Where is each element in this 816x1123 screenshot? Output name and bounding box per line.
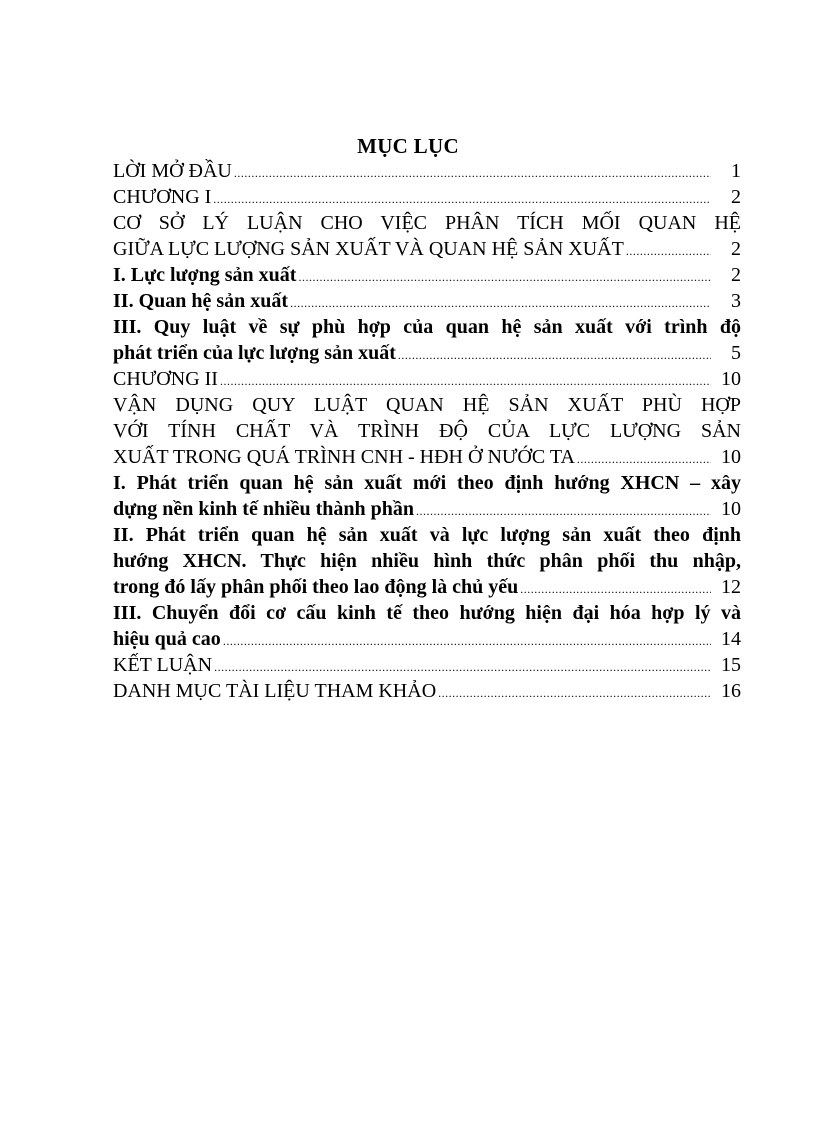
toc-title: MỤC LỤC (357, 134, 459, 158)
toc-page-number: 5 (731, 342, 741, 364)
toc-page-number: 10 (721, 498, 741, 520)
dot-leader (223, 628, 711, 654)
toc-entry-text: XUẤT TRONG QUÁ TRÌNH CNH - HĐH Ở NƯỚC TA (113, 446, 575, 468)
toc-entry-text: VỚI TÍNH CHẤT VÀ TRÌNH ĐỘ CỦA LỰC LƯỢNG SẢN (113, 420, 741, 442)
dot-leader (213, 186, 711, 212)
toc-entry (113, 210, 741, 262)
toc-page-number: 3 (731, 290, 741, 312)
dot-leader (234, 160, 711, 186)
toc-entry-text: KẾT LUẬN (113, 654, 213, 676)
toc-entry-text: trong đó lấy phân phối theo lao động là chủ yếu (113, 576, 519, 598)
dot-leader (577, 446, 711, 472)
dot-leader (416, 498, 711, 524)
toc-entry (113, 600, 741, 652)
dot-leader (520, 576, 711, 602)
toc-entry (113, 652, 741, 678)
toc-page-number: 2 (731, 186, 741, 208)
toc-page-number: 12 (721, 576, 741, 598)
toc-entry-text: III. Chuyển đổi cơ cấu kinh tế theo hướng hiện đại hóa hợp lý và (113, 602, 741, 624)
toc-entry (113, 262, 741, 288)
toc-entry-text: CHƯƠNG I (113, 186, 212, 208)
toc-entry (113, 158, 741, 184)
toc-entry-text: I. Phát triển quan hệ sản xuất mới theo định hướng XHCN – xây (113, 472, 741, 494)
toc-entry-text: VẬN DỤNG QUY LUẬT QUAN HỆ SẢN XUẤT PHÙ HỢP (113, 394, 741, 416)
toc-page-number: 10 (721, 368, 741, 390)
toc-entry-text: hiệu quả cao (113, 628, 221, 650)
toc-page-number: 10 (721, 446, 741, 468)
toc-entry-text: phát triển của lực lượng sản xuất (113, 342, 396, 364)
toc-entry (113, 392, 741, 470)
toc-entry-text: hướng XHCN. Thực hiện nhiều hình thức phân phối thu nhập, (113, 550, 741, 572)
toc-page-number: 14 (721, 628, 741, 650)
dot-leader (626, 238, 711, 264)
toc-page-number: 15 (721, 654, 741, 676)
toc-entry-text: II. Quan hệ sản xuất (113, 290, 289, 312)
toc-entry (113, 288, 741, 314)
dot-leader (290, 290, 711, 316)
toc-entry (113, 522, 741, 600)
toc-entry-text: II. Phát triển quan hệ sản xuất và lực lượng sản xuất theo định (113, 524, 741, 546)
dot-leader (298, 264, 711, 290)
toc-entry-text: CHƯƠNG II (113, 368, 218, 390)
toc-entry (113, 470, 741, 522)
toc-entry-text: dựng nền kinh tế nhiều thành phần (113, 498, 415, 520)
toc-entry-text: I. Lực lượng sản xuất (113, 264, 297, 286)
toc-entry (113, 184, 741, 210)
toc-entry (113, 678, 741, 704)
toc-entry-text: GIỮA LỰC LƯỢNG SẢN XUẤT VÀ QUAN HỆ SẢN XUẤT (113, 238, 624, 260)
toc-entry-text: III. Quy luật về sự phù hợp của quan hệ sản xuất với trình độ (113, 316, 741, 338)
toc-entry (113, 366, 741, 392)
table-of-contents (113, 158, 741, 704)
dot-leader (220, 368, 711, 394)
toc-entry-text: DANH MỤC TÀI LIỆU THAM KHẢO (113, 680, 437, 702)
toc-page-number: 16 (721, 680, 741, 702)
toc-page-number: 1 (731, 160, 741, 182)
dot-leader (438, 680, 711, 706)
dot-leader (214, 654, 711, 680)
toc-entry (113, 314, 741, 366)
toc-page-number: 2 (731, 238, 741, 260)
toc-page-number: 2 (731, 264, 741, 286)
toc-entry-text: LỜI MỞ ĐẦU (113, 160, 232, 182)
dot-leader (398, 342, 711, 368)
toc-entry-text: CƠ SỞ LÝ LUẬN CHO VIỆC PHÂN TÍCH MỐI QUAN HỆ (113, 212, 741, 234)
